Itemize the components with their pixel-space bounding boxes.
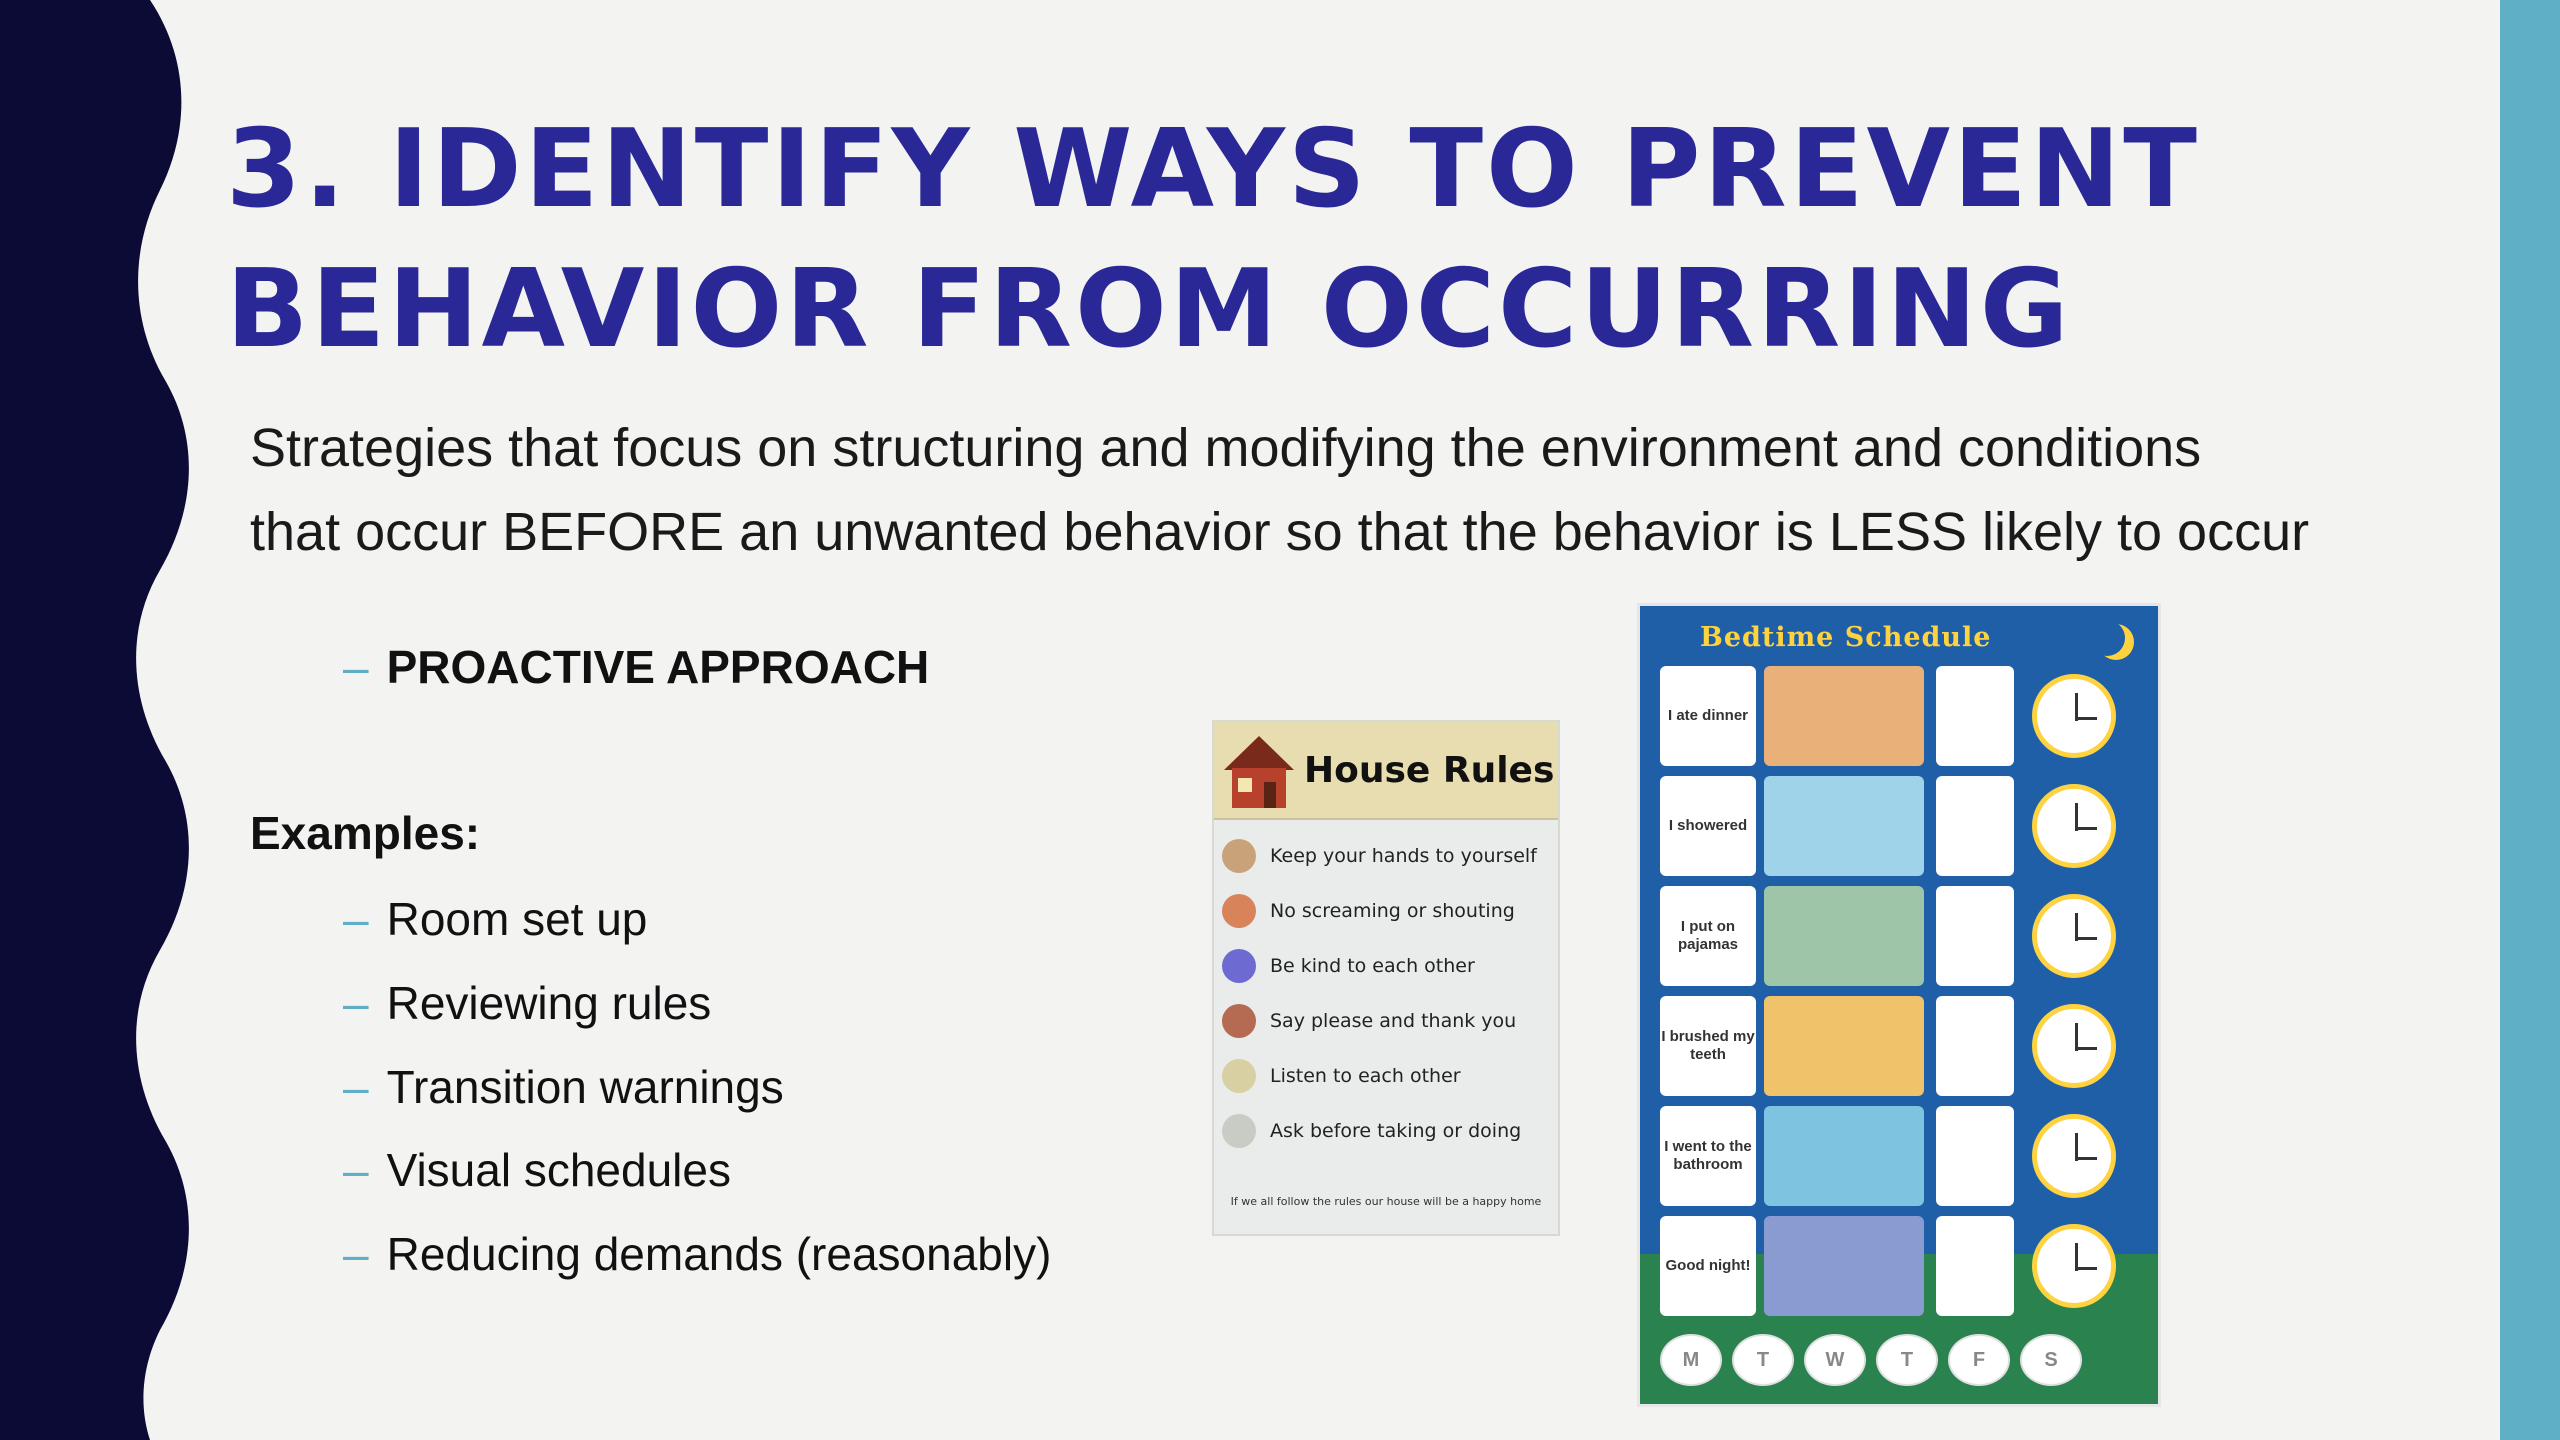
weekday-badge: T [1876, 1334, 1938, 1386]
house-rule-text: Keep your hands to yourself [1270, 844, 1537, 867]
checkbox-area [1936, 996, 2014, 1096]
schedule-row [1660, 776, 2140, 880]
checkbox-area [1936, 776, 2014, 876]
dash-marker: – [343, 1228, 369, 1280]
clock-icon [2032, 1224, 2116, 1308]
house-icon [1214, 722, 1304, 818]
house-rule-item [1214, 883, 1558, 938]
example-text: Reducing demands (reasonably) [386, 1228, 1052, 1280]
checkbox-area [1936, 666, 2014, 766]
house-rule-text: No screaming or shouting [1270, 899, 1515, 922]
listen-icon [1222, 1059, 1256, 1093]
house-rule-text: Ask before taking or doing [1270, 1119, 1522, 1142]
house-rules-image [1214, 722, 1558, 1234]
schedule-row-label: Good night! [1660, 1216, 1756, 1316]
pajamas-illustration [1764, 886, 1924, 986]
proactive-label: PROACTIVE APPROACH [386, 641, 930, 693]
schedule-row-label: I brushed my teeth [1660, 996, 1756, 1096]
house-rule-text: Listen to each other [1270, 1064, 1461, 1087]
schedule-row-label: I showered [1660, 776, 1756, 876]
clock-icon [2032, 894, 2116, 978]
examples-heading: Examples: [250, 807, 481, 859]
dash-marker: – [343, 1061, 369, 1113]
no-shouting-icon [1222, 894, 1256, 928]
bedtime-schedule-title: Bedtime Schedule [1700, 622, 1992, 653]
brushing-teeth-illustration [1764, 996, 1924, 1096]
bedtime-schedule-image [1640, 606, 2158, 1404]
clock-icon [2032, 674, 2116, 758]
house-rules-title: House Rules [1304, 749, 1555, 791]
schedule-row [1660, 996, 2140, 1100]
house-rules-footer: If we all follow the rules our house will be a happy home [1230, 1195, 1542, 1208]
schedule-row-label: I put on pajamas [1660, 886, 1756, 986]
checkbox-area [1936, 1106, 2014, 1206]
weekday-badge: F [1948, 1334, 2010, 1386]
example-text: Visual schedules [386, 1144, 731, 1196]
dash-marker: – [343, 641, 369, 693]
weekday-row [1660, 1330, 2140, 1390]
house-rule-item [1214, 938, 1558, 993]
weekday-badge: T [1732, 1334, 1794, 1386]
house-rule-item [1214, 1103, 1558, 1158]
example-item [343, 1060, 784, 1114]
sleeping-illustration [1764, 1216, 1924, 1316]
example-item [343, 892, 647, 946]
slide-title-line-1: 3. IDENTIFY WAYS TO PREVENT [226, 107, 2200, 232]
schedule-row [1660, 666, 2140, 770]
shower-illustration [1764, 776, 1924, 876]
house-rule-item [1214, 1048, 1558, 1103]
example-text: Reviewing rules [386, 977, 712, 1029]
weekday-badge: W [1804, 1334, 1866, 1386]
ask-icon [1222, 1114, 1256, 1148]
weekday-badge: S [2020, 1334, 2082, 1386]
dash-marker: – [343, 977, 369, 1029]
hand-icon [1222, 949, 1256, 983]
dash-marker: – [343, 893, 369, 945]
example-text: Transition warnings [386, 1061, 784, 1113]
slide-subtitle [250, 406, 2490, 574]
clock-icon [2032, 1114, 2116, 1198]
clock-icon [2032, 784, 2116, 868]
kids-icon [1222, 839, 1256, 873]
checkbox-area [1936, 1216, 2014, 1316]
house-rule-item [1214, 993, 1558, 1048]
moon-icon [2098, 624, 2134, 660]
slide-title-line-2: BEHAVIOR FROM OCCURRING [226, 247, 2072, 372]
checkbox-area [1936, 886, 2014, 986]
house-rule-text: Be kind to each other [1270, 954, 1475, 977]
schedule-row [1660, 886, 2140, 990]
house-rule-item [1214, 828, 1558, 883]
example-item [343, 1227, 1051, 1281]
schedule-row [1660, 1216, 2140, 1320]
bathroom-illustration [1764, 1106, 1924, 1206]
right-accent-band [2500, 0, 2560, 1440]
dinner-illustration [1764, 666, 1924, 766]
example-text: Room set up [386, 893, 648, 945]
example-item [343, 976, 711, 1030]
weekday-badge: M [1660, 1334, 1722, 1386]
schedule-row-label: I ate dinner [1660, 666, 1756, 766]
house-rule-text: Say please and thank you [1270, 1009, 1517, 1032]
schedule-row-label: I went to the bathroom [1660, 1106, 1756, 1206]
left-wavy-band [0, 0, 200, 1440]
clock-icon [2032, 1004, 2116, 1088]
subtitle-line-1: Strategies that focus on structuring and modifying the environment and conditions [250, 418, 2202, 478]
dash-marker: – [343, 1144, 369, 1196]
schedule-row [1660, 1106, 2140, 1210]
example-item [343, 1143, 731, 1197]
proactive-bullet [343, 640, 929, 694]
slide-title [226, 100, 2426, 380]
house-rules-header [1214, 722, 1558, 820]
child-icon [1222, 1004, 1256, 1038]
subtitle-line-2: that occur BEFORE an unwanted behavior so that the behavior is LESS likely to occur [250, 502, 2310, 562]
